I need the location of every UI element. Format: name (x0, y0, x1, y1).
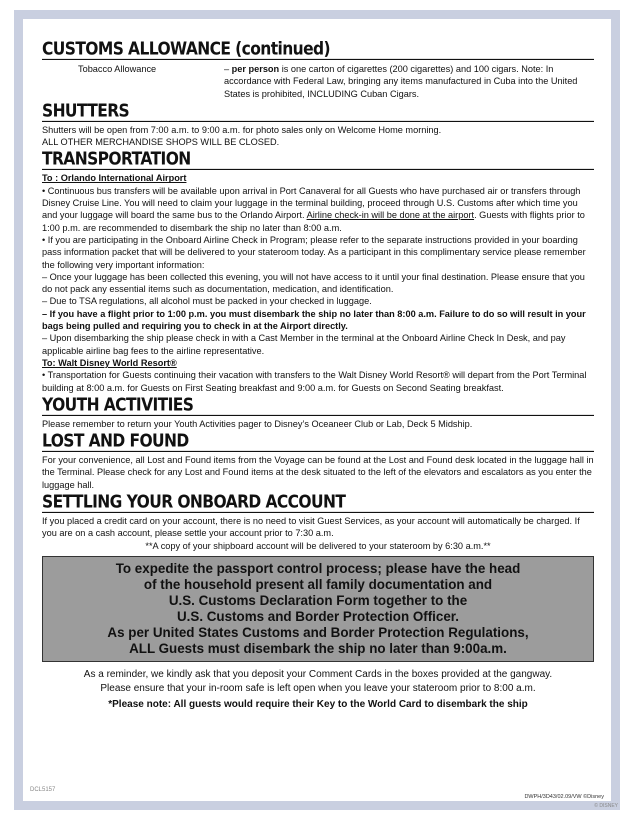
shutters-heading: SHUTTERS (42, 102, 594, 122)
document-code: DWPH/3D43/02.09/VW ©Disney (524, 794, 604, 800)
youth-text: Please remember to return your Youth Activities pager to Disney’s Oceaneer Club or Lab, Deck 5 Midship. (42, 418, 473, 429)
account-note: **A copy of your shipboard account will be delivered to your stateroom by 6:30 a.m.** (145, 540, 491, 551)
lost-found-text: For your convenience, all Lost and Found items from the Voyage can be found at the Lost and Found desk located in the luggage hall in the Terminal. Please check for any Lost and Found items at the desk situated to the left of the elevators and escalators as you enter the luggage hall. (42, 455, 594, 490)
transportation-heading: TRANSPORTATION (42, 150, 594, 170)
lost-found-heading: LOST AND FOUND (42, 432, 594, 452)
notice-line-4: U.S. Customs and Border Protection Officer. (177, 608, 459, 624)
checkin-bullet-4: – Upon disembarking the ship please check in with a Cast Member in the terminal at the Onboard Airline Check In Desk, and pay applicable airline bag fees to the airline representative. (42, 333, 566, 356)
wdw-paragraph: • Transportation for Guests continuing their vacation with transfers to the Walt Disney World Resort® will depart from the Port Terminal building at 8:00 a.m. for Guests on First Seating breakfast and 9:00 a.m. for Guests on Second Seating breakfast. (42, 370, 587, 393)
notice-line-3: U.S. Customs Declaration Form together to the (168, 592, 468, 608)
tobacco-row (42, 63, 594, 100)
account-text: If you placed a credit card on your account, there is no need to visit Guest Services, as your account will automatically be charged. If you are on a cash account, please settle your account prior to 7:30 a.m. (42, 516, 580, 539)
checkin-bullet-1: – Once your luggage has been collected this evening, you will not have access to it until your final destination. Please ensure that you do not pack any essential items such as documentation, medication, and identification. (42, 271, 585, 295)
file-id: DCL5157 (30, 787, 56, 793)
notice-line-1: To expedite the passport control process; please have the head (115, 560, 521, 576)
tobacco-value: – per person is one carton of cigarettes (200 cigarettes) and 100 cigars. Note: In accordance with Federal Law, bringing any items manufactured in Cuba into the United States is prohibited, INCLUDING Cuban Cigars. (224, 64, 578, 99)
navigator-page (42, 38, 594, 712)
airport-paragraph: • Continuous bus transfers will be available upon arrival in Port Canaveral for all Guests who have purchased air or transfers through Disney Cruise Line. You will need to claim your luggage in the terminal building, proceed through U.S. Customs after which time you and your luggage will board the same bus to the Orlando Airport. Airline check-in will be done at the airport. Guests with flights prior to 1:00 p.m. are recommended to disembark the ship no later than 8:00 a.m. (42, 185, 585, 233)
notice-line-5: As per United States Customs and Border Protection Regulations, (107, 624, 529, 640)
customs-heading: CUSTOMS ALLOWANCE (continued) (42, 40, 594, 60)
tobacco-label: Tobacco Allowance (78, 64, 157, 74)
youth-heading: YOUTH ACTIVITIES (42, 396, 594, 416)
account-heading: SETTLING YOUR ONBOARD ACCOUNT (42, 493, 594, 513)
onboard-checkin-paragraph: • If you are participating in the Onboard Airline Check in Program; please refer to the separate instructions provided in your boarding pass information packet that will be delivered to your stateroom today. As a participant in this complimentary service please remember the following very important information: (42, 234, 586, 270)
footer-line-2: Please ensure that your in-room safe is left open when you leave your stateroom prior to 8:00 a.m. (100, 682, 536, 694)
passport-notice-box (42, 556, 594, 662)
copyright-mark: © DISNEY (594, 803, 618, 809)
airport-subheading: To : Orlando International Airport (42, 173, 187, 184)
shutters-line-2: ALL OTHER MERCHANDISE SHOPS WILL BE CLOSED. (42, 137, 280, 148)
footer-line-3: *Please note: All guests would require their Key to the World Card to disembark the ship (108, 698, 528, 710)
notice-line-2: of the household present all family documentation and (143, 576, 493, 592)
checkin-bullet-3: – If you have a flight prior to 1:00 p.m. you must disembark the ship no later than 8:00 a.m. Failure to do so will result in your bags being pulled and requiring you to check in at the Airport directly. (42, 308, 586, 332)
shutters-line-1: Shutters will be open from 7:00 a.m. to 9:00 a.m. for photo sales only on Welcome Home morning. (42, 124, 442, 135)
footer-reminders (42, 668, 594, 712)
notice-line-6: ALL Guests must disembark the ship no later than 9:00a.m. (129, 640, 507, 656)
footer-line-1: As a reminder, we kindly ask that you deposit your Comment Cards in the boxes provided at the gangway. (83, 668, 553, 680)
checkin-bullet-2: – Due to TSA regulations, all alcohol must be packed in your checked in luggage. (42, 296, 372, 307)
wdw-subheading: To: Walt Disney World Resort® (42, 357, 177, 368)
